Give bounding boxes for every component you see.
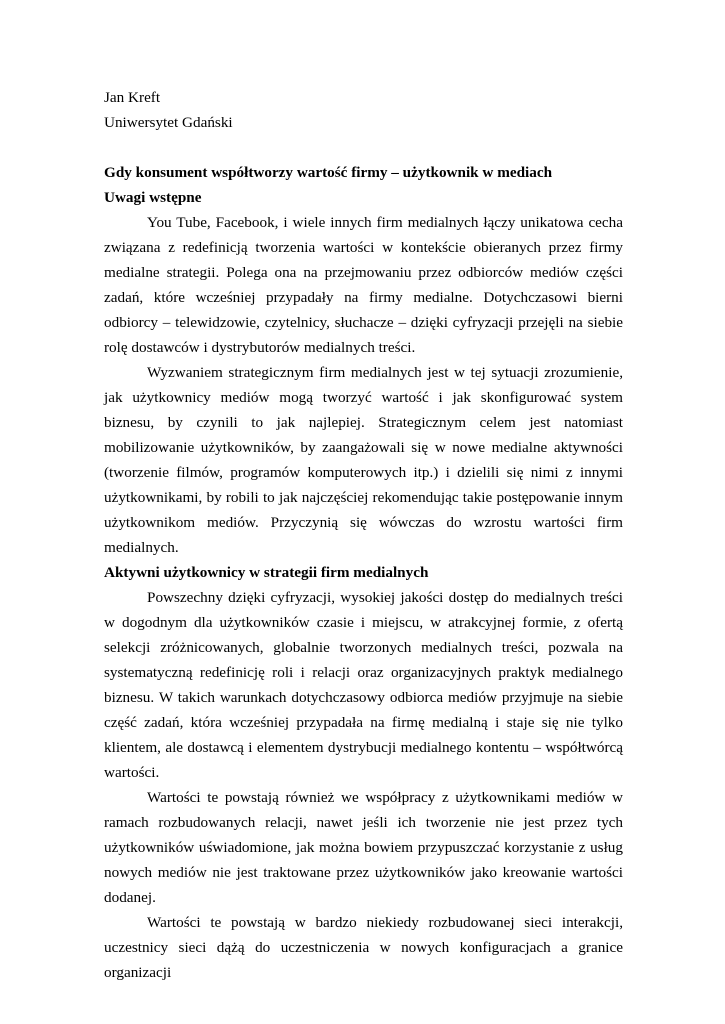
paragraph-intro-2: Wyzwaniem strategicznym firm medialnych jest w tej sytuacji zrozumienie, jak użytkownicy mediów mogą tworzyć wartość i jak skonfigurować system biznesu, by czynili to jak najlepiej. Strategicznym celem jest natomiast mobilizowanie użytkowników, by zaangażowali się w nowe medialne aktywności (tworzenie filmów, programów komputerowych itp.) i dzielili się nimi z innymi użytkownikami, by robili to jak najczęściej rekomendując takie postępowanie innym użytkownikom mediów. Przyczynią się wówczas do wzrostu wartości firm medialnych. (104, 364, 623, 556)
section-heading-active-users: Aktywni użytkownicy w strategii firm medialnych (104, 564, 429, 581)
document-page (104, 85, 623, 985)
paragraph-active-users-1: Powszechny dzięki cyfryzacji, wysokiej jakości dostęp do medialnych treści w dogodnym dla użytkowników czasie i miejscu, w atrakcyjnej formie, z ofertą selekcji zróżnicowanych, globalnie tworzonych medialnych treści, pozwala na systematyczną redefinicję roli i relacji oraz organizacyjnych praktyk medialnego biznesu. W takich warunkach dotychczasowy odbiorca mediów przyjmuje na siebie część zadań, która wcześniej przypadała na firmę medialną i staje się nie tylko klientem, ale dostawcą i elementem dystrybucji medialnego kontentu – współtwórcą wartości. (104, 589, 623, 781)
paragraph-active-users-3: Wartości te powstają w bardzo niekiedy rozbudowanej sieci interakcji, uczestnicy sieci dążą do uczestniczenia w nowych konfiguracjach a granice organizacji (104, 914, 623, 981)
paragraph-active-users-2: Wartości te powstają również we współpracy z użytkownikami mediów w ramach rozbudowanych relacji, nawet jeśli ich tworzenie nie jest przez tych użytkowników uświadomione, jak można bowiem przypuszczać korzystanie z usług nowych mediów nie jest traktowane przez użytkowników jako kreowanie wartości dodanej. (104, 789, 623, 906)
author-affiliation: Uniwersytet Gdański (104, 114, 233, 131)
document-title: Gdy konsument współtworzy wartość firmy – użytkownik w mediach (104, 164, 553, 181)
author-name: Jan Kreft (104, 89, 161, 106)
paragraph-intro-1: You Tube, Facebook, i wiele innych firm medialnych łączy unikatowa cecha związana z redefinicją tworzenia wartości w kontekście obieranych przez firmy medialne strategii. Polega ona na przejmowaniu przez odbiorców mediów części zadań, które wcześniej przypadały na firmy medialne. Dotychczasowi bierni odbiorcy – telewidzowie, czytelnicy, słuchacze – dzięki cyfryzacji przejęli na siebie rolę dostawców i dystrybutorów medialnych treści. (104, 214, 623, 356)
section-heading-intro: Uwagi wstępne (104, 189, 202, 206)
